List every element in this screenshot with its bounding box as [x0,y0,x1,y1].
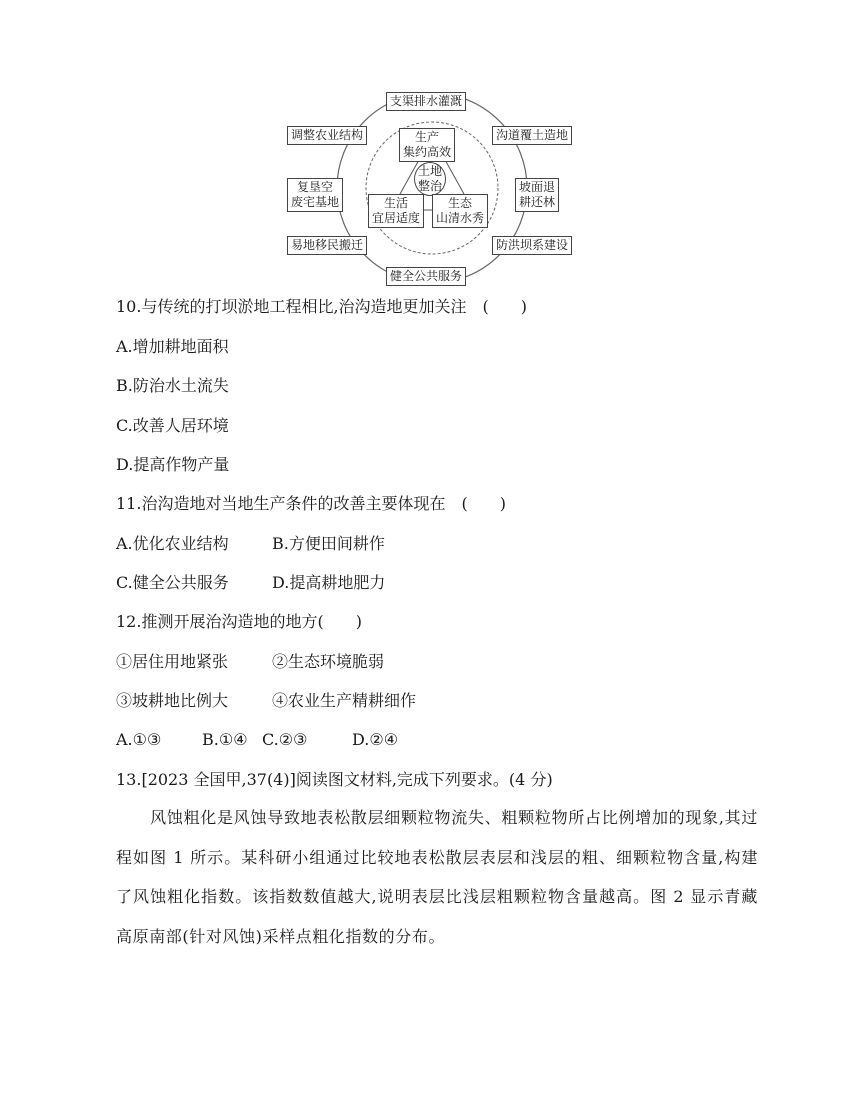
q11-option-a: A.优化农业结构 [116,534,229,553]
q12-option-a: A.①③ [116,730,162,749]
outer-box-left: 复垦空 废宅基地 [287,178,343,212]
q12-options [116,729,398,751]
q11-options-row1 [116,533,385,555]
q13-material-paragraph: 风蚀粗化是风蚀导致地表松散层细颗粒物流失、粗颗粒物所占比例增加的现象,其过程如图 1 所示。某科研小组通过比较地表松散层表层和浅层的粗、细颗粒物含量,构建了风蚀粗化指数。该指数数值越大,说明表层比浅层粗颗粒物含量越高。图 2 显示青藏高原南部(针对风蚀)采样点粗化指数的分布。 [116,808,758,946]
q11-option-b: B.方便田间耕作 [272,534,385,553]
q12-stem: 12.推测开展治沟造地的地方( ) [116,612,362,631]
inner-box-ecology: 生态 山清水秀 [432,194,488,228]
connector-production-ecology [444,158,464,194]
q10-stem: 10.与传统的打坝淤地工程相比,治沟造地更加关注 ( ) [116,297,528,316]
q12-statement-2: ②生态环境脆弱 [272,652,385,671]
q11-option-c: C.健全公共服务 [116,573,229,592]
q12-statement-4: ④农业生产精耕细作 [272,691,417,710]
outer-box-lower-right: 防洪坝系建设 [492,236,572,255]
q10-option-c: C.改善人居环境 [116,416,229,435]
q11-options-row2 [116,572,385,594]
q12-statements-row1 [116,651,384,673]
q13-stem: 13.[2023 全国甲,37(4)]阅读图文材料,完成下列要求。(4 分) [116,770,553,789]
q11-option-d: D.提高耕地肥力 [272,573,386,592]
q10-option-a: A.增加耕地面积 [116,337,229,356]
outer-box-bottom: 健全公共服务 [386,267,466,286]
q11-stem: 11.治沟造地对当地生产条件的改善主要体现在 ( ) [116,494,506,513]
q10-option-d: D.提高作物产量 [116,455,230,474]
inner-box-production: 生产 集约高效 [399,128,455,162]
outer-box-top: 支渠排水灌溉 [386,92,466,111]
q12-option-b: B.①④ [202,730,248,749]
q12-statements-row2 [116,690,416,712]
land-consolidation-diagram [282,86,582,290]
q12-option-d: D.②④ [352,730,399,749]
q10-option-b: B.防治水土流失 [116,376,229,395]
outer-box-upper-left: 调整农业结构 [287,126,367,145]
inner-circle-center: 土地 整治 [414,162,446,196]
outer-box-right: 坡面退 耕还林 [515,178,559,212]
inner-box-life: 生活 宜居适度 [368,194,424,228]
outer-box-lower-left: 易地移民搬迁 [287,236,367,255]
q12-statement-1: ①居住用地紧张 [116,652,229,671]
q12-option-c: C.②③ [262,730,308,749]
q12-statement-3: ③坡耕地比例大 [116,691,229,710]
outer-box-upper-right: 沟道覆土造地 [492,126,572,145]
